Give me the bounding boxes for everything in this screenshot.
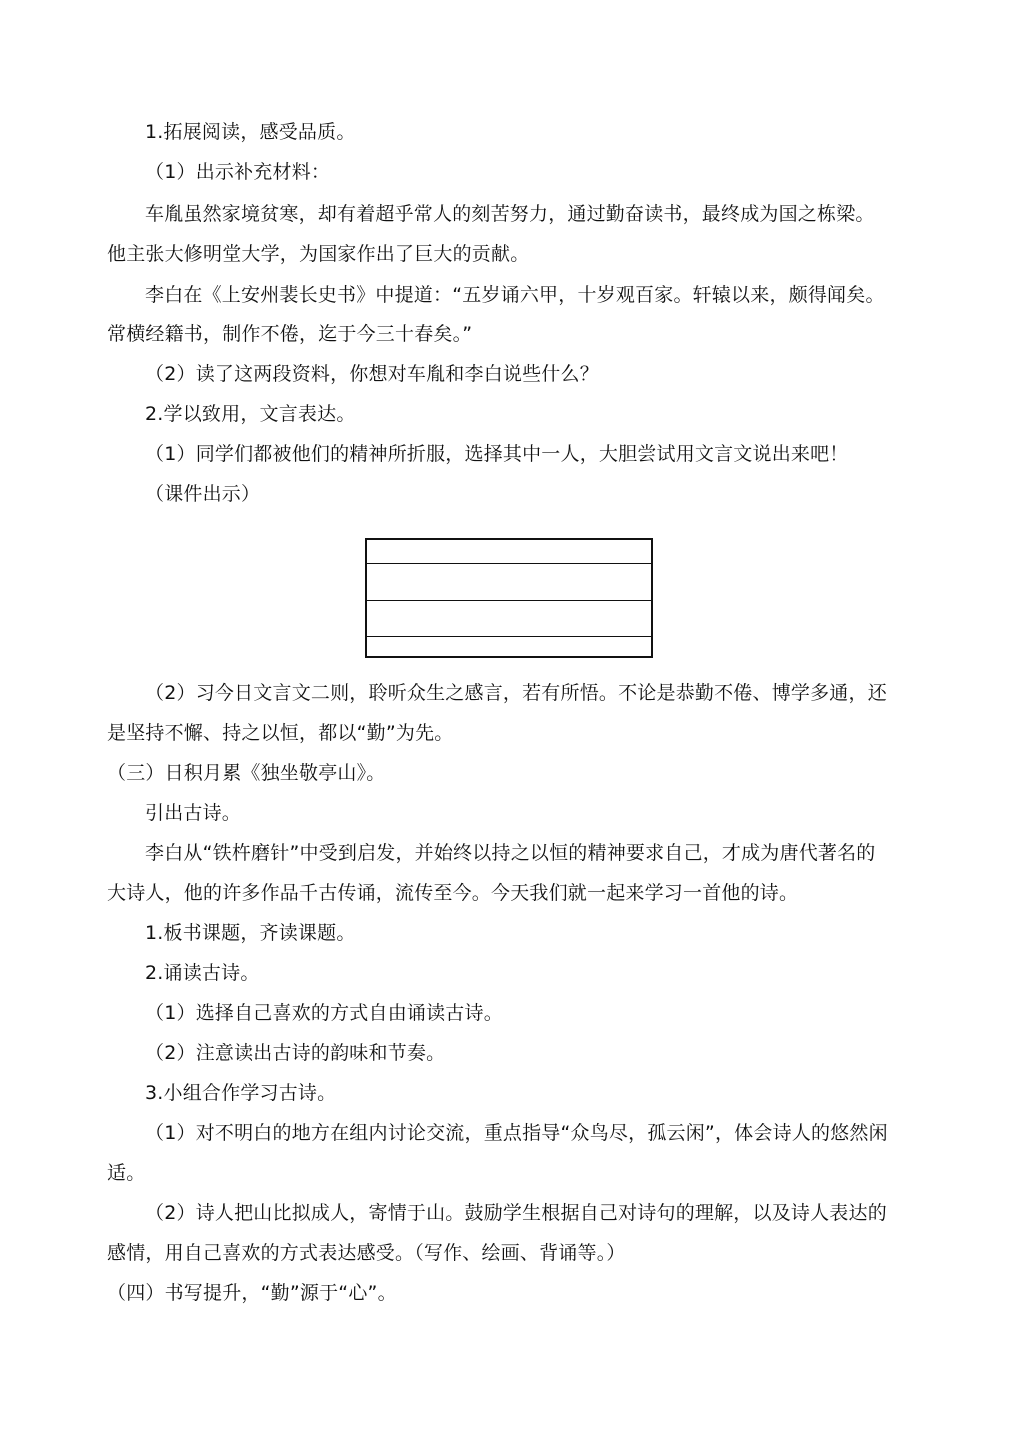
section-heading: （四）书写提升，“勤”源于“心”。 — [107, 1282, 397, 1304]
paragraph: 是坚持不懈、持之以恒，都以“勤”为先。 — [107, 722, 454, 744]
paragraph: （1）出示补充材料： — [145, 161, 331, 183]
box-rule-line — [367, 600, 651, 601]
paragraph: （2）诗人把山比拟成人，寄情于山。鼓励学生根据自己对诗句的理解，以及诗人表达的 — [145, 1202, 887, 1224]
paragraph: 李白在《上安州裴长史书》中提道：“五岁诵六甲，十岁观百家。轩辕以来，颇得闻矣。 — [145, 284, 885, 306]
section-heading: 2.诵读古诗。 — [145, 962, 260, 984]
paragraph: 车胤虽然家境贫寒，却有着超乎常人的刻苦努力，通过勤奋读书，最终成为国之栋梁。 — [145, 203, 875, 225]
section-heading: 2.学以致用，文言表达。 — [145, 403, 356, 425]
paragraph: （2）读了这两段资料，你想对车胤和李白说些什么？ — [145, 363, 599, 385]
box-rule-line — [367, 636, 651, 637]
paragraph: （课件出示） — [145, 483, 261, 505]
paragraph: 大诗人，他的许多作品千古传诵，流传至今。今天我们就一起来学习一首他的诗。 — [107, 882, 799, 904]
paragraph: （1）同学们都被他们的精神所折服，选择其中一人，大胆尝试用文言文说出来吧！ — [145, 443, 849, 465]
courseware-writing-box — [365, 538, 653, 658]
paragraph: 李白从“铁杵磨针”中受到启发，并始终以持之以恒的精神要求自己，才成为唐代著名的 — [145, 842, 876, 864]
paragraph: （2）习今日文言文二则，聆听众生之感言，若有所悟。不论是恭勤不倦、博学多通，还 — [145, 682, 887, 704]
paragraph: 感情，用自己喜欢的方式表达感受。（写作、绘画、背诵等。） — [107, 1242, 626, 1264]
paragraph: 引出古诗。 — [145, 802, 242, 824]
paragraph: 适。 — [107, 1162, 146, 1184]
section-heading: 1.板书课题，齐读课题。 — [145, 922, 356, 944]
section-heading: （三）日积月累《独坐敬亭山》。 — [107, 762, 386, 784]
section-heading: 3.小组合作学习古诗。 — [145, 1082, 337, 1104]
paragraph: 常横经籍书，制作不倦，迄于今三十春矣。” — [107, 323, 473, 345]
paragraph: 他主张大修明堂大学，为国家作出了巨大的贡献。 — [107, 243, 530, 265]
box-rule-line — [367, 563, 651, 564]
paragraph: （1）选择自己喜欢的方式自由诵读古诗。 — [145, 1002, 503, 1024]
paragraph: （2）注意读出古诗的韵味和节奏。 — [145, 1042, 446, 1064]
paragraph: （1）对不明白的地方在组内讨论交流，重点指导“众鸟尽，孤云闲”，体会诗人的悠然闲 — [145, 1122, 888, 1144]
section-heading: 1.拓展阅读，感受品质。 — [145, 121, 356, 143]
